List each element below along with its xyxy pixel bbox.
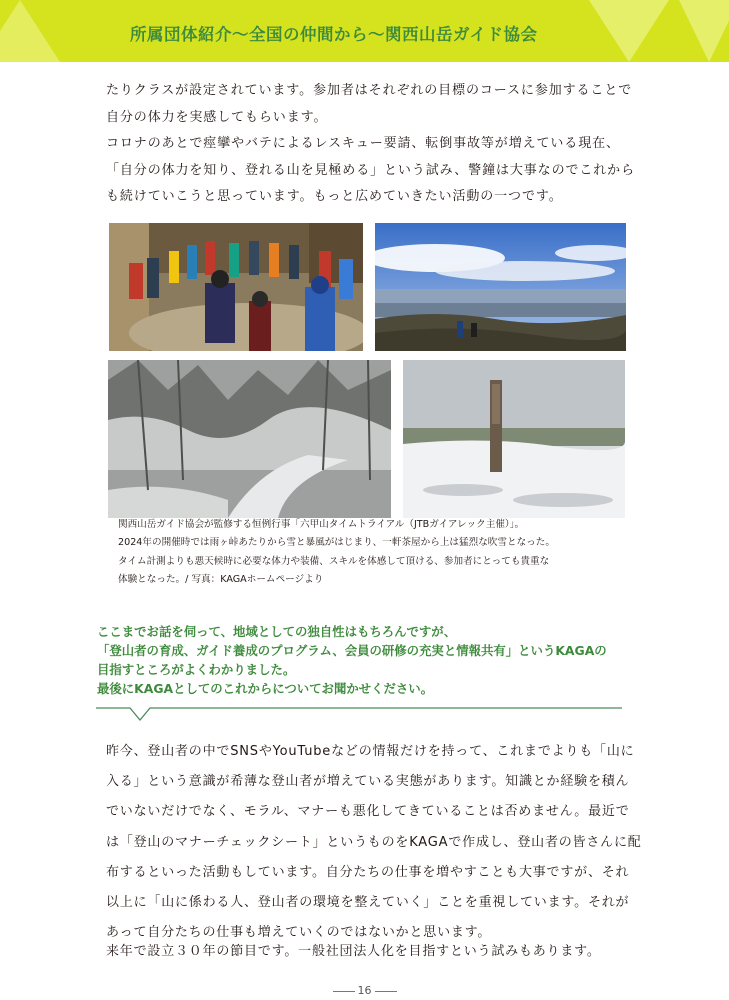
city-view-image	[375, 223, 626, 351]
question-line: 目指すところがよくわかりました。	[97, 662, 296, 677]
text-line: 自分の体力を実感してもらいます。	[106, 109, 328, 125]
text-line: 入る」という意識が希薄な登山者が増えている実態があります。知識とか経験を積ん	[106, 774, 630, 790]
summit-marker-image	[403, 360, 625, 518]
text-line: 「自分の体力を知り、登れる山を見極める」という試み、警鐘は大事なのでこれから	[106, 162, 635, 178]
page-number	[0, 984, 729, 997]
group-gathering-image	[109, 223, 363, 351]
speech-divider	[96, 700, 622, 730]
page-title: 所属団体紹介〜全国の仲間から〜関西山岳ガイド協会	[130, 25, 538, 44]
text-line: 以上に「山に係わる人、登山者の環境を整えていく」ことを重視しています。それが	[106, 895, 630, 911]
question-line: 「登山者の育成、ガイド養成のプログラム、会員の研修の充実と情報共有」というKAGAの	[97, 643, 607, 658]
photo-summit-marker	[403, 360, 625, 518]
photo-city-view	[375, 223, 626, 351]
question-line: ここまでお話を伺って、地域としての独自性はもちろんですが、	[97, 624, 457, 639]
page-number-text: 16	[357, 984, 372, 997]
text-line: あって自分たちの仕事も増えていくのではないかと思います。	[106, 925, 492, 941]
photo-snowy-trail	[108, 360, 391, 518]
caption-line: タイム計測よりも悪天候時に必要な体力や装備、スキルを体感して頂ける、参加者にとっても貴重な	[118, 555, 550, 567]
closing-paragraph: 来年で設立３０年の節目です。一般社団法人化を目指すという試みもあります。	[106, 944, 601, 959]
text-line: たりクラスが設定されています。参加者はそれぞれの目標のコースに参加することで	[106, 83, 633, 98]
text-line: でいないだけでなく、モラル、マナーも悪化してきていることは否めません。最近で	[106, 804, 630, 820]
text-line: も続けていこうと思っています。もっと広めていきたい活動の一つです。	[106, 189, 563, 204]
photo-group-gathering	[109, 223, 363, 351]
text-line: 布するといった活動もしています。自分たちの仕事を増やすことも大事ですが、それ	[106, 864, 630, 880]
text-line: は「登山のマナーチェックシート」というものをKAGAで作成し、登山者の皆さんに配	[106, 834, 642, 850]
photo-caption	[118, 516, 618, 589]
text-line: 昨今、登山者の中でSNSやYouTubeなどの情報だけを持って、これまでよりも「山に	[106, 744, 635, 759]
caption-line: 2024年の開催時では雨ヶ峠あたりから雪と暴風がはじまり、一軒茶屋から上は猛烈な吹雪となった。	[118, 537, 555, 549]
intro-paragraph	[106, 78, 646, 211]
interviewer-question	[97, 622, 637, 698]
answer-paragraph	[106, 737, 646, 948]
text-line: コロナのあとで痙攣やバテによるレスキュー要請、転倒事故等が増えている現在、	[106, 136, 620, 151]
snowy-trail-image	[108, 360, 391, 518]
caption-line: 体験となった。/ 写真：KAGAホームページより	[118, 573, 324, 585]
caption-line: 関西山岳ガイド協会が監修する恒例行事「六甲山タイムトライアル（JTBガイアレック主催）」。	[118, 519, 525, 530]
header-banner	[0, 0, 729, 62]
question-line: 最後にKAGAとしてのこれからについてお聞かせください。	[97, 681, 434, 696]
